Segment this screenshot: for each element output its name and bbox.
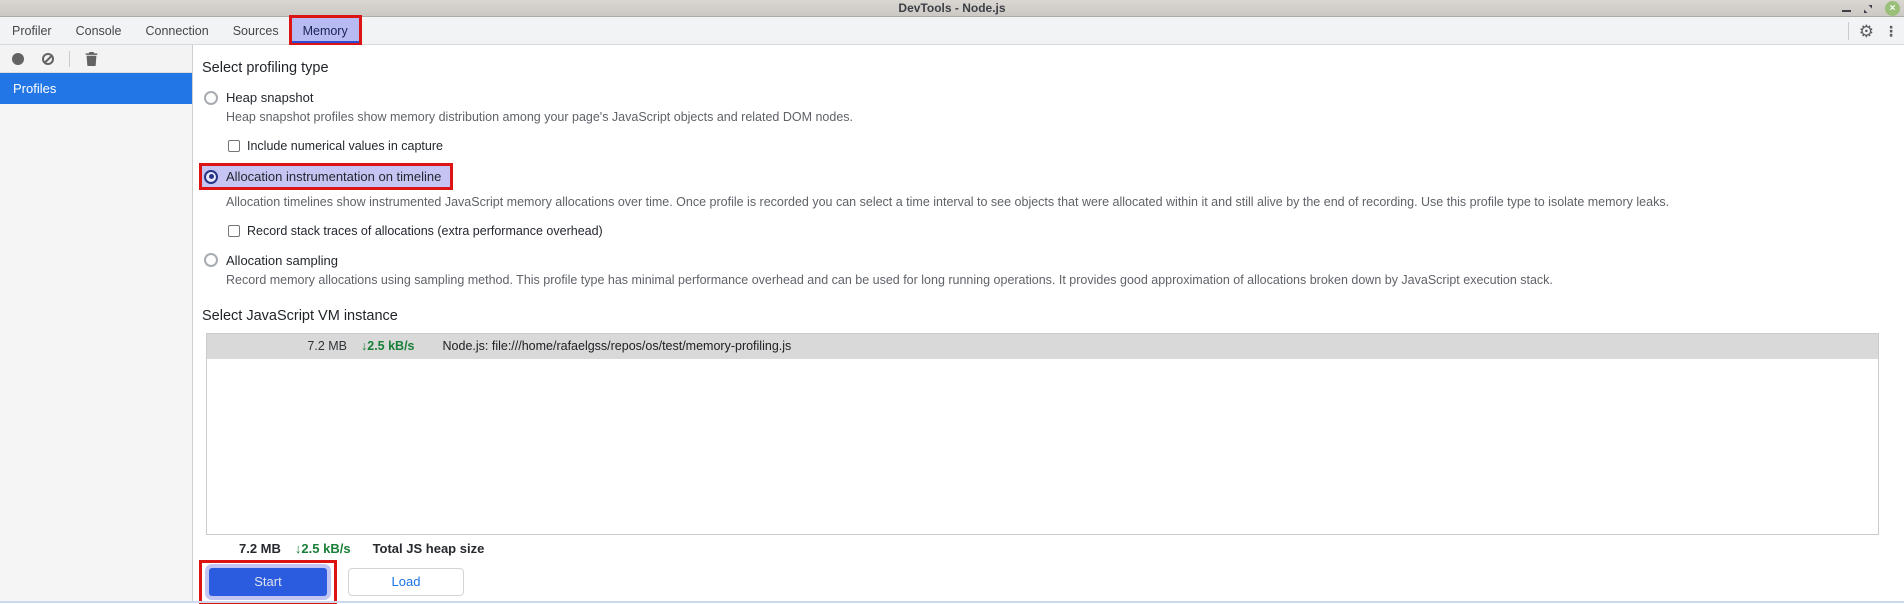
option-allocation-sampling[interactable]	[204, 253, 1904, 268]
vm-instance-table	[206, 333, 1879, 535]
vm-instance-heading: Select JavaScript VM instance	[202, 307, 398, 324]
include-numerical-values-checkbox-row[interactable]	[228, 139, 1904, 153]
vm-heap-rate: ↓2.5 kB/s	[361, 339, 415, 353]
settings-gear-icon[interactable]: ⚙	[1858, 21, 1874, 41]
tabbar-right-controls	[1848, 17, 1898, 45]
devtools-tabbar	[0, 17, 1904, 45]
summary-size: 7.2 MB	[239, 540, 281, 556]
tab-profiler[interactable]: Profiler	[12, 23, 52, 38]
close-icon[interactable]: ×	[1885, 1, 1900, 16]
toolbar-divider	[69, 51, 70, 67]
tab-sources[interactable]: Sources	[232, 23, 279, 38]
profiles-list	[0, 73, 192, 602]
vm-instance-name: Node.js: file:///home/rafaelgss/repos/os/test/memory-profiling.js	[442, 339, 792, 353]
tab-console[interactable]: Console	[75, 23, 122, 38]
clear-profiles-button[interactable]	[39, 50, 57, 68]
trash-icon	[85, 52, 98, 66]
record-button[interactable]	[9, 50, 27, 68]
option-label: Allocation sampling	[226, 252, 339, 268]
option-label: Allocation instrumentation on timeline	[226, 169, 442, 184]
toolbar-divider	[1848, 22, 1849, 40]
profiling-type-heading: Select profiling type	[202, 60, 329, 76]
record-stack-traces-checkbox-row[interactable]	[228, 224, 1904, 238]
window-bottom-edge	[0, 601, 1904, 603]
heap-summary	[239, 541, 1904, 556]
option-description: Allocation timelines show instrumented JavaScript memory allocations over time. Once profile is recorded you can select a time interval to see objects that were allocated within it and still alive by the end of recording. Use this profile type to isolate memory leaks.	[226, 194, 1670, 209]
summary-label: Total JS heap size	[372, 540, 485, 556]
radio-allocation-timeline[interactable]	[204, 170, 218, 184]
start-button-annotation	[202, 563, 334, 601]
delete-button[interactable]	[82, 50, 100, 68]
minimize-icon[interactable]	[1842, 10, 1851, 12]
window-controls	[1842, 0, 1900, 17]
memory-panel-toolbar	[0, 45, 192, 73]
summary-rate: ↓2.5 kB/s	[294, 540, 351, 556]
checkbox-label: Include numerical values in capture	[247, 139, 443, 153]
actions-row	[201, 563, 1904, 601]
vm-heap-size: 7.2 MB	[307, 339, 347, 353]
titlebar	[0, 0, 1904, 17]
memory-panel-content	[193, 45, 1904, 602]
sidebar-item-profiles[interactable]: Profiles	[0, 73, 192, 104]
checkbox-label: Record stack traces of allocations (extra performance overhead)	[247, 223, 603, 238]
option-heap-snapshot[interactable]	[204, 90, 1904, 105]
start-button[interactable]: Start	[209, 568, 327, 596]
tab-connection[interactable]: Connection	[145, 23, 209, 38]
tab-memory[interactable]: Memory	[291, 17, 360, 44]
vm-instance-row[interactable]	[207, 334, 1878, 359]
devtools-body	[0, 45, 1904, 602]
option-description: Heap snapshot profiles show memory distribution among your page's JavaScript objects and related DOM nodes.	[226, 110, 854, 124]
profiles-sidebar	[0, 45, 193, 602]
load-button[interactable]: Load	[348, 568, 464, 596]
record-icon	[12, 53, 24, 65]
option-label: Heap snapshot	[226, 90, 314, 105]
clear-icon	[42, 53, 54, 65]
radio-allocation-sampling[interactable]	[204, 253, 218, 267]
option-allocation-timeline[interactable]	[202, 166, 450, 187]
restore-icon[interactable]	[1863, 4, 1873, 14]
option-description: Record memory allocations using sampling method. This profile type has minimal performance overhead and can be used for long running operations. It provides good approximation of allocations broken down by JavaScript execution stack.	[226, 272, 1553, 287]
more-options-icon[interactable]: ⋮	[1884, 23, 1898, 39]
window-title: DevTools - Node.js	[898, 1, 1006, 15]
radio-heap-snapshot[interactable]	[204, 91, 218, 105]
checkbox-include-numerical-values[interactable]	[228, 140, 240, 152]
checkbox-record-stack-traces[interactable]	[228, 225, 240, 237]
